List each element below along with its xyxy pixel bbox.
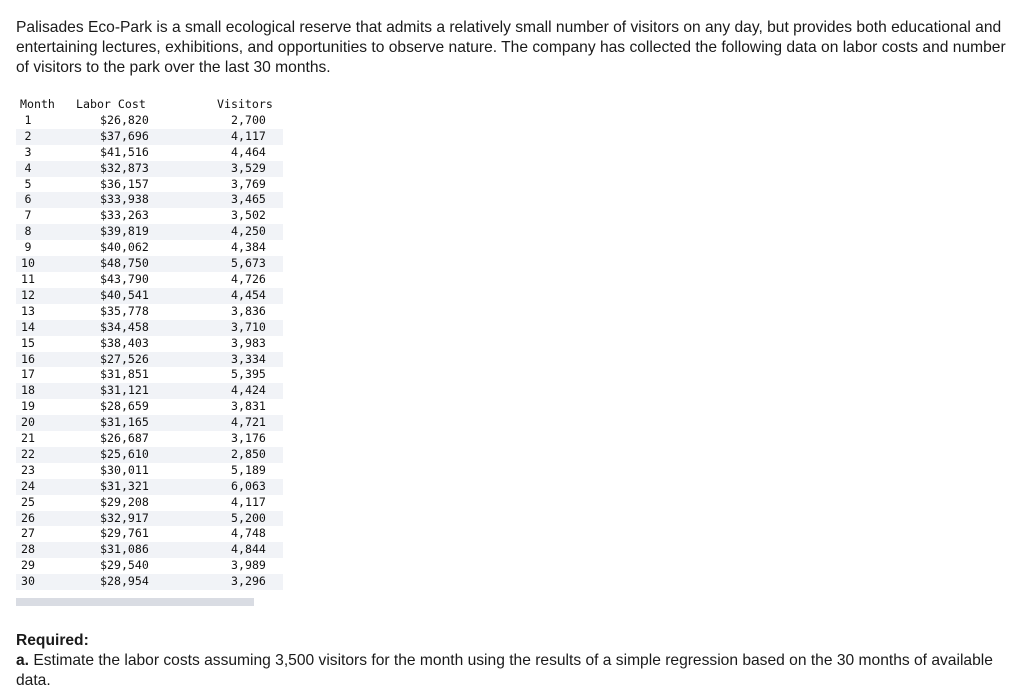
cell-visitors: 4,384 [217, 240, 283, 256]
table-row [16, 383, 283, 399]
cell-month-value: 29 [21, 558, 35, 573]
header-visitors: Visitors [217, 97, 273, 111]
table-row [16, 129, 283, 145]
question-text: Estimate the labor costs assuming 3,500 visitors for the month using the results of a simple regression based on the 30 months of available data. [16, 652, 993, 689]
cell-visitors: 5,673 [217, 256, 283, 272]
cell-month [16, 240, 76, 256]
cell-month [16, 208, 76, 224]
cell-labor-cost: $31,851 [76, 367, 217, 383]
cell-month [16, 192, 76, 208]
cell-visitors: 4,726 [217, 272, 283, 288]
cell-visitors: 2,700 [217, 113, 283, 129]
cell-month [16, 113, 76, 129]
cell-month-value: 9 [24, 240, 32, 255]
cell-month-value: 16 [21, 351, 35, 366]
cell-visitors: 3,989 [217, 558, 283, 574]
cell-visitors: 4,721 [217, 415, 283, 431]
cell-month-value: 15 [21, 335, 35, 350]
cell-month [16, 145, 76, 161]
table-row [16, 352, 283, 368]
cell-month-value: 25 [21, 494, 35, 509]
cell-visitors: 3,983 [217, 336, 283, 352]
cell-visitors: 3,831 [217, 399, 283, 415]
cell-month [16, 399, 76, 415]
labor-visitors-table [16, 97, 283, 590]
table-row [16, 542, 283, 558]
cell-month-value: 17 [21, 367, 35, 382]
cell-month [16, 272, 76, 288]
table-row [16, 145, 283, 161]
cell-visitors: 4,117 [217, 129, 283, 145]
cell-month-value: 21 [21, 431, 35, 446]
cell-month [16, 558, 76, 574]
cell-month-value: 18 [21, 383, 35, 398]
table-row [16, 367, 283, 383]
table-row [16, 240, 283, 256]
cell-labor-cost: $41,516 [76, 145, 217, 161]
cell-month [16, 352, 76, 368]
cell-labor-cost: $29,761 [76, 526, 217, 542]
cell-visitors: 4,454 [217, 288, 283, 304]
cell-month [16, 304, 76, 320]
cell-visitors: 4,844 [217, 542, 283, 558]
table-row [16, 192, 283, 208]
cell-visitors: 5,200 [217, 511, 283, 527]
table-row [16, 224, 283, 240]
cell-month [16, 288, 76, 304]
table-row [16, 495, 283, 511]
cell-visitors: 4,424 [217, 383, 283, 399]
cell-visitors: 5,189 [217, 463, 283, 479]
cell-month [16, 367, 76, 383]
table-row [16, 447, 283, 463]
cell-labor-cost: $39,819 [76, 224, 217, 240]
cell-labor-cost: $30,011 [76, 463, 217, 479]
cell-month-value: 26 [21, 510, 35, 525]
cell-visitors: 3,176 [217, 431, 283, 447]
cell-month-value: 28 [21, 542, 35, 557]
cell-visitors: 4,117 [217, 495, 283, 511]
cell-labor-cost: $48,750 [76, 256, 217, 272]
cell-month-value: 23 [21, 462, 35, 477]
cell-labor-cost: $36,157 [76, 177, 217, 193]
header-labor-cost: Labor Cost [76, 97, 146, 111]
cell-month-value: 14 [21, 319, 35, 334]
cell-month-value: 10 [21, 256, 35, 271]
table-row [16, 431, 283, 447]
cell-labor-cost: $33,263 [76, 208, 217, 224]
cell-month-value: 22 [21, 446, 35, 461]
cell-labor-cost: $26,820 [76, 113, 217, 129]
table-row [16, 479, 283, 495]
cell-labor-cost: $31,165 [76, 415, 217, 431]
cell-labor-cost: $43,790 [76, 272, 217, 288]
cell-month [16, 542, 76, 558]
table-row [16, 113, 283, 129]
cell-visitors: 3,502 [217, 208, 283, 224]
cell-labor-cost: $40,541 [76, 288, 217, 304]
cell-visitors: 2,850 [217, 447, 283, 463]
cell-month-value: 8 [24, 224, 32, 239]
cell-month-value: 30 [21, 574, 35, 589]
cell-month [16, 431, 76, 447]
cell-month-value: 4 [24, 160, 32, 175]
cell-month [16, 336, 76, 352]
cell-month [16, 161, 76, 177]
problem-intro: Palisades Eco-Park is a small ecological reserve that admits a relatively small number of visitors on any day, but provides both educational and entertaining lectures, exhibitions, and opportunities to observe nature. The company has collected the following data on labor costs and number of visitors to the park over the last 30 months. [16, 19, 1006, 76]
table-row [16, 208, 283, 224]
cell-month [16, 224, 76, 240]
cell-labor-cost: $35,778 [76, 304, 217, 320]
table-row [16, 256, 283, 272]
required-heading: Required: [16, 632, 89, 649]
cell-month-value: 13 [21, 303, 35, 318]
cell-month-value: 7 [24, 208, 32, 223]
cell-labor-cost: $31,321 [76, 479, 217, 495]
cell-labor-cost: $40,062 [76, 240, 217, 256]
cell-month [16, 320, 76, 336]
table-header-row [16, 97, 283, 113]
header-month: Month [20, 97, 55, 111]
cell-month [16, 526, 76, 542]
cell-labor-cost: $31,086 [76, 542, 217, 558]
cell-month [16, 415, 76, 431]
cell-month [16, 495, 76, 511]
cell-labor-cost: $31,121 [76, 383, 217, 399]
cell-month-value: 24 [21, 478, 35, 493]
cell-visitors: 4,464 [217, 145, 283, 161]
table-row [16, 272, 283, 288]
cell-month-value: 11 [21, 271, 35, 286]
cell-labor-cost: $34,458 [76, 320, 217, 336]
cell-visitors: 3,334 [217, 352, 283, 368]
table-row [16, 288, 283, 304]
table-row [16, 511, 283, 527]
table-row [16, 415, 283, 431]
cell-month-value: 6 [24, 192, 32, 207]
cell-visitors: 4,250 [217, 224, 283, 240]
table-row [16, 320, 283, 336]
cell-labor-cost: $33,938 [76, 192, 217, 208]
table-row [16, 526, 283, 542]
table-row [16, 558, 283, 574]
table-body [16, 113, 283, 590]
cell-month [16, 447, 76, 463]
cell-visitors: 3,710 [217, 320, 283, 336]
cell-month [16, 574, 76, 590]
cell-month [16, 479, 76, 495]
cell-month-value: 1 [24, 112, 32, 127]
cell-labor-cost: $29,208 [76, 495, 217, 511]
cell-month [16, 177, 76, 193]
question-part-label: a. [16, 652, 30, 669]
data-table-container [16, 97, 283, 590]
table-row [16, 177, 283, 193]
table-horizontal-scrollbar[interactable] [16, 598, 254, 606]
cell-labor-cost: $28,954 [76, 574, 217, 590]
cell-labor-cost: $32,917 [76, 511, 217, 527]
cell-visitors: 3,836 [217, 304, 283, 320]
cell-visitors: 4,748 [217, 526, 283, 542]
cell-month-value: 19 [21, 399, 35, 414]
cell-labor-cost: $25,610 [76, 447, 217, 463]
cell-month-value: 27 [21, 526, 35, 541]
cell-month [16, 511, 76, 527]
cell-labor-cost: $28,659 [76, 399, 217, 415]
table-row [16, 336, 283, 352]
table-row [16, 399, 283, 415]
cell-visitors: 3,769 [217, 177, 283, 193]
cell-month [16, 129, 76, 145]
cell-month-value: 12 [21, 287, 35, 302]
cell-visitors: 3,296 [217, 574, 283, 590]
question-a [16, 651, 1006, 691]
table-row [16, 463, 283, 479]
cell-month-value: 2 [24, 128, 32, 143]
cell-month-value: 20 [21, 415, 35, 430]
table-row [16, 304, 283, 320]
cell-labor-cost: $32,873 [76, 161, 217, 177]
cell-labor-cost: $26,687 [76, 431, 217, 447]
cell-visitors: 3,465 [217, 192, 283, 208]
cell-month [16, 383, 76, 399]
cell-month [16, 463, 76, 479]
cell-labor-cost: $38,403 [76, 336, 217, 352]
cell-labor-cost: $37,696 [76, 129, 217, 145]
cell-labor-cost: $27,526 [76, 352, 217, 368]
table-row [16, 574, 283, 590]
cell-visitors: 3,529 [217, 161, 283, 177]
cell-visitors: 6,063 [217, 479, 283, 495]
cell-month-value: 5 [24, 176, 32, 191]
table-row [16, 161, 283, 177]
cell-month [16, 256, 76, 272]
cell-visitors: 5,395 [217, 367, 283, 383]
cell-month-value: 3 [24, 144, 32, 159]
cell-labor-cost: $29,540 [76, 558, 217, 574]
